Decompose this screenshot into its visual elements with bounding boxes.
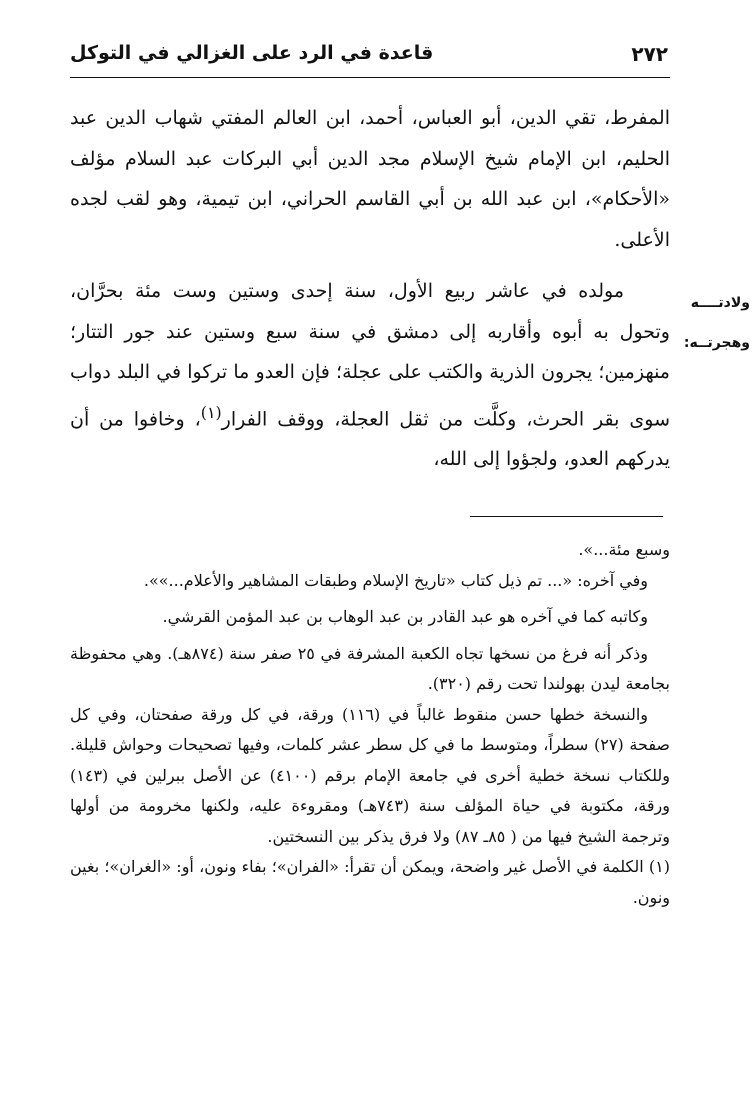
running-title: قاعدة في الرد على الغزالي في التوكل [70, 42, 434, 64]
margin-note-line2: وهجرتــه: [683, 335, 750, 351]
margin-note [672, 283, 750, 363]
page-number: ٢٧٢ [631, 42, 668, 66]
header-rule [70, 77, 670, 78]
footnote-line: وذكر أنه فرغ من نسخها تجاه الكعبة المشرفة في ٢٥ صفر سنة (٨٧٤هـ). وهي محفوظة بجامعة ليدن بهولندا تحت رقم (٣٢٠). [70, 643, 670, 693]
footnote-separator [470, 516, 663, 517]
footnote-line: وسبع مئة...». [578, 540, 670, 559]
footnote-1: (١) الكلمة في الأصل غير واضحة، ويمكن أن تقرأ: «الفران»؛ بفاء ونون، أو: «الغران»؛ بغين ونون. [70, 857, 670, 907]
page-header [70, 40, 670, 76]
paragraph-birth-text: مولده في عاشر ربيع الأول، سنة إحدى وستين وست مئة بحرَّان، وتحول به أبوه وأقاربه إلى دمشق في سنة سبع وستين عند جور التتار؛ منهزمين؛ يجرون الذرية والكتب على عجلة؛ فإن العدو ما تركوا في البلد دواب سوى بقر الحرث، وكلَّت من ثقل العجلة، ووقف الفرار [70, 280, 670, 430]
footnote-line: وكاتبه كما في آخره هو عبد القادر بن عبد الوهاب بن عبد المؤمن القرشي. [162, 607, 648, 626]
footnote-line: والنسخة خطها حسن منقوط غالباً في (١١٦) ورقة، في كل ورقة صفحتان، وفي كل صفحة (٢٧) سطراً، ومتوسط ما في كل سطر عشر كلمات، وفيها تصحيحات وحواش قليلة. وللكتاب نسخة خطية أخرى في جامعة الإمام برقم (٤١٠٠) عن الأصل ببرلين في (١٤٣) ورقة، مكتوبة في حياة المؤلف سنة (٧٤٣هـ) ومقروءة عليه، ولكنها مخرومة من أولها وترجمة الشيخ فيها من ( ٨٥ـ ٨٧) ولا فرق يذكر بين النسختين. [70, 704, 671, 846]
margin-note-line1: ولادتــــه [690, 295, 750, 311]
paragraph-birth [70, 271, 670, 480]
footnote-line: وفي آخره: «... تم ذيل كتاب «تاريخ الإسلام وطبقات المشاهير والأعلام...»». [143, 570, 648, 590]
paragraph-lineage: المفرط، تقي الدين، أبو العباس، أحمد، ابن العالم المفتي شهاب الدين عبد الحليم، ابن الإمام شيخ الإسلام مجد الدين أبي البركات عبد السلام مؤلف «الأحكام»، ابن عبد الله بن أبي القاسم الحراني، ابن تيمية، وهو لقب لجده الأعلى. [70, 107, 670, 251]
footnote-ref[interactable]: (١) [200, 402, 222, 422]
main-text [70, 98, 670, 480]
paragraph-birth-text-end: ، وخافوا من أن يدركهم العدو، ولجؤوا إلى الله، [70, 407, 670, 471]
footnotes [70, 535, 670, 913]
